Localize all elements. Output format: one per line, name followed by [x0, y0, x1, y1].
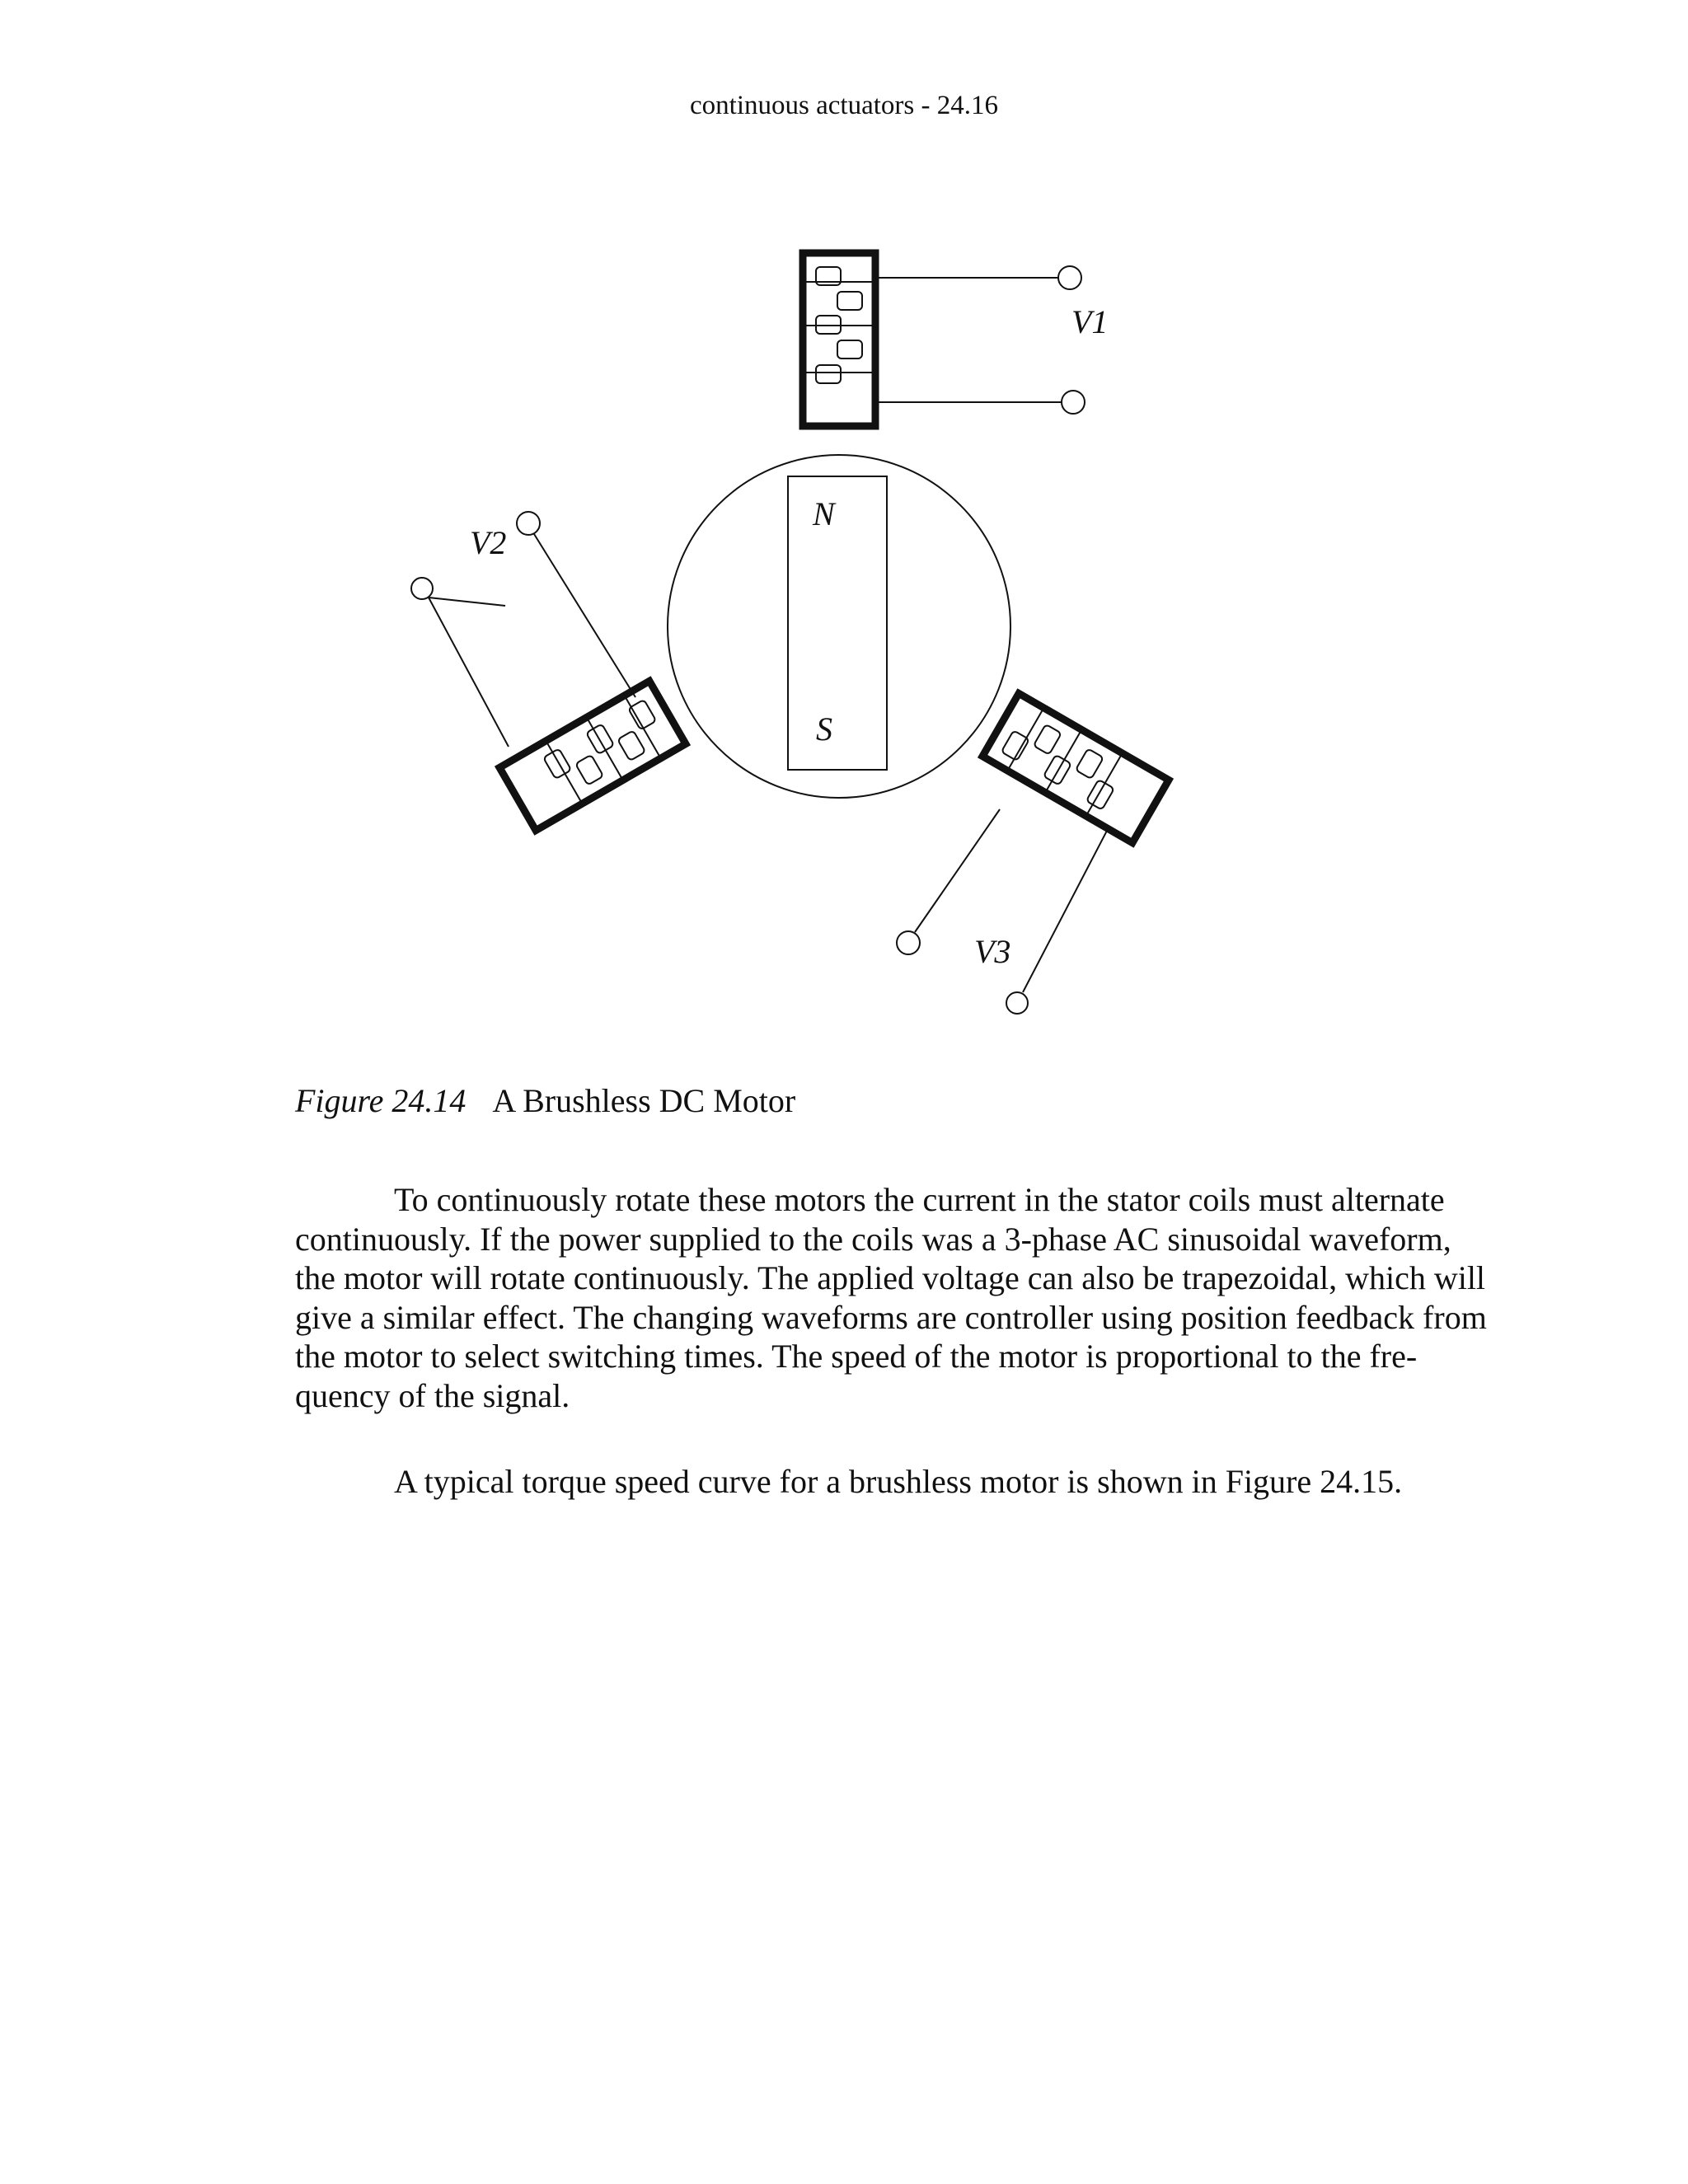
paragraph-2-line: A typical torque speed curve for a brushless motor is shown in Figure 24.15. — [394, 1463, 1403, 1500]
v3-terminal-wires — [897, 809, 1108, 1014]
figure-title: A Brushless DC Motor — [492, 1082, 796, 1119]
paragraph-1-line: quency of the signal. — [295, 1376, 570, 1414]
paragraph-1-line: To continuously rotate these motors the current in the stator coils must alternate — [394, 1181, 1445, 1218]
rotor-circle — [668, 455, 1010, 798]
stator-coil-v1 — [803, 253, 875, 426]
paragraph-1-line: the motor to select switching times. The speed of the motor is proportional to the fre- — [295, 1338, 1418, 1375]
rotor-magnet — [788, 476, 887, 770]
paragraph-1 — [295, 1180, 1487, 1415]
paragraph-1-line: the motor will rotate continuously. The applied voltage can also be trapezoidal, which will — [295, 1259, 1486, 1296]
v3-label: V3 — [974, 933, 1011, 970]
paragraph-2 — [295, 1462, 1479, 1502]
paragraph-1-line: give a similar effect. The changing waveforms are controller using position feedback from — [295, 1298, 1487, 1336]
north-pole-label: N — [813, 495, 835, 532]
v1-label: V1 — [1071, 303, 1109, 340]
v1-terminal-wires — [875, 266, 1085, 414]
figure-caption — [295, 1081, 795, 1121]
brushless-motor-diagram — [0, 0, 1688, 1071]
running-header: continuous actuators - 24.16 — [690, 91, 998, 120]
south-pole-label: S — [816, 710, 832, 748]
stator-coil-v3 — [982, 693, 1169, 842]
stator-coil-v2 — [499, 681, 686, 830]
v2-label: V2 — [470, 524, 507, 561]
paragraph-1-line: continuously. If the power supplied to the coils was a 3-phase AC sinusoidal waveform, — [295, 1220, 1451, 1258]
figure-number: Figure 24.14 — [295, 1082, 467, 1119]
